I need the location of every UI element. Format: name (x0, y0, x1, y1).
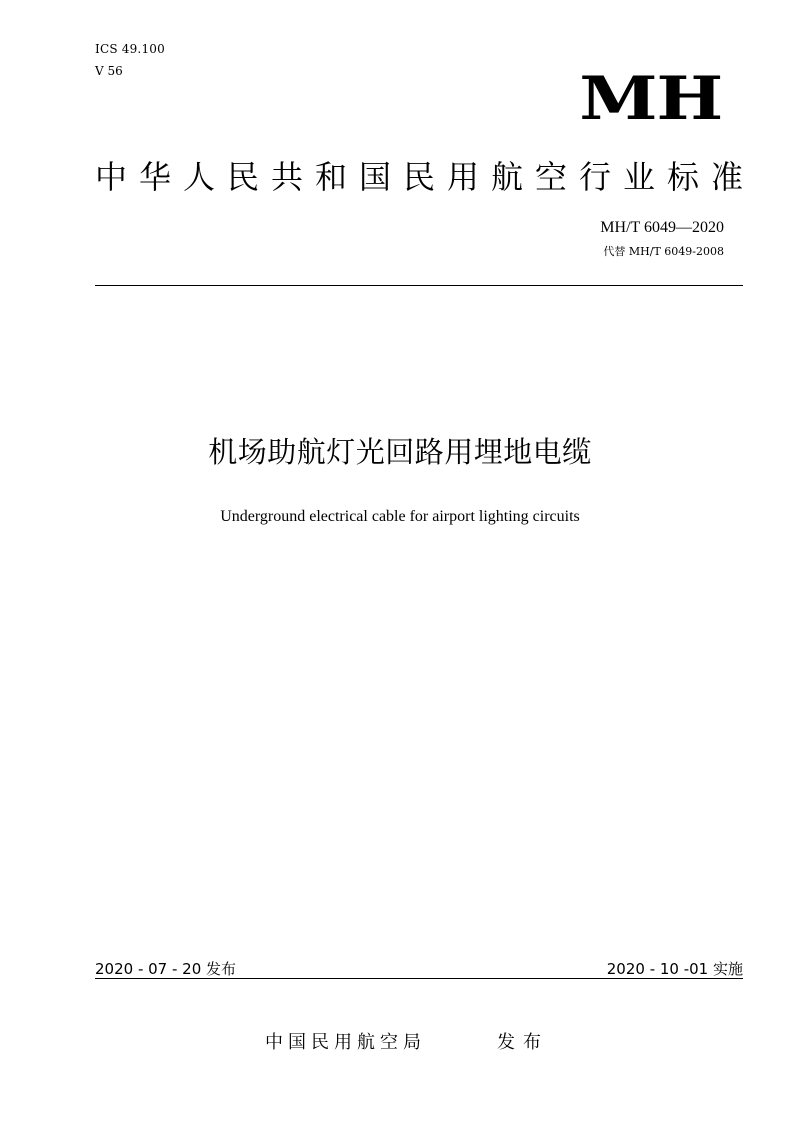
standard-number: MH/T 6049—2020 (600, 219, 724, 236)
ccs-code: V 56 (95, 64, 123, 78)
header-divider (95, 285, 743, 286)
standard-category-title: 中华人民共和国民用航空行业标准 (95, 158, 756, 196)
document-title-en: Underground electrical cable for airport lighting circuits (220, 508, 580, 525)
issuing-authority: 中国民用航空局 (265, 1032, 426, 1053)
ics-code: ICS 49.100 (95, 42, 165, 56)
mh-logo: MH (579, 64, 722, 134)
implementation-date: 2020 - 10 -01 实施 (606, 960, 743, 978)
replaces-standard: 代替 MH/T 6049-2008 (603, 245, 724, 258)
footer-divider (95, 978, 743, 979)
document-title-zh: 机场助航灯光回路用埋地电缆 (208, 435, 592, 469)
publish-label: 发布 (497, 1032, 549, 1053)
issue-date: 2020 - 07 - 20 发布 (95, 960, 237, 978)
